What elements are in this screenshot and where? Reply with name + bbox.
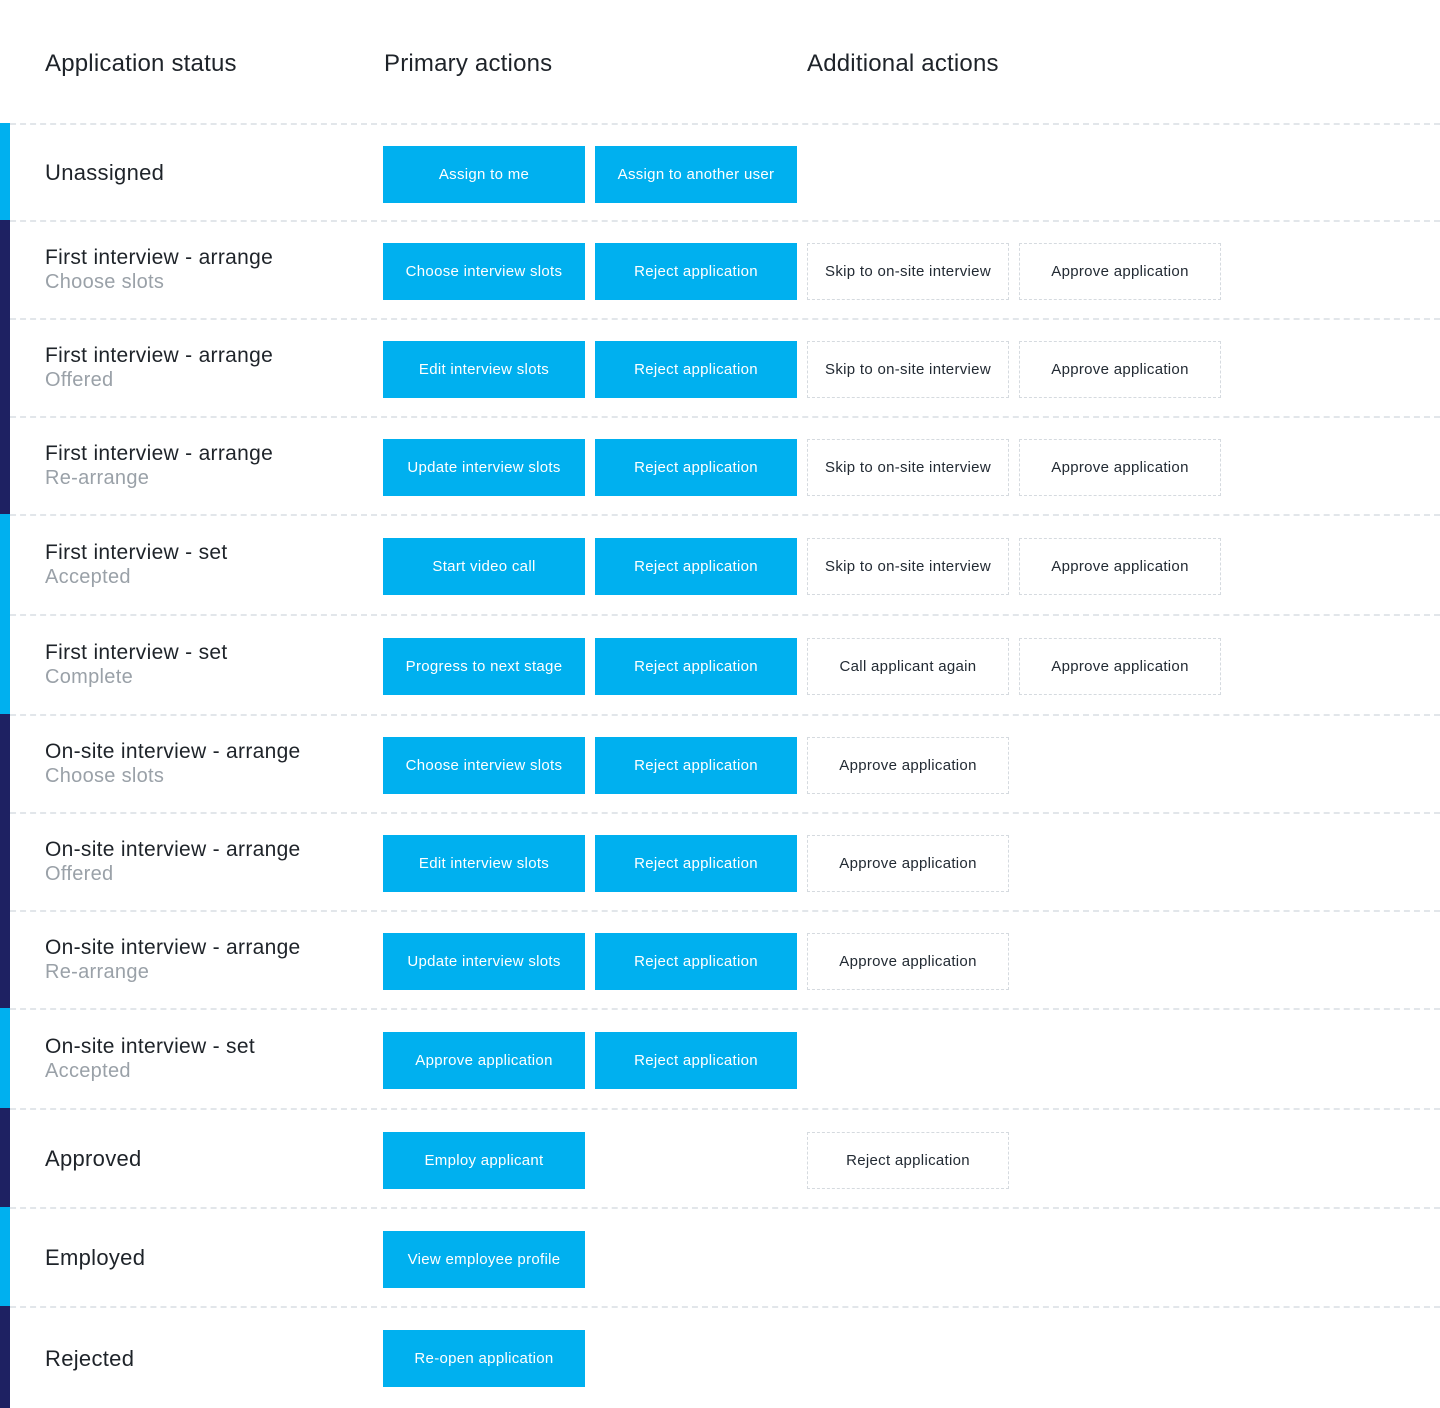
- status-row-on-site-interview-set-accepted: [0, 1008, 1440, 1108]
- status-name: First interview - set: [45, 641, 228, 664]
- re-open-application-button[interactable]: Re-open application: [383, 1330, 585, 1387]
- status-substage: Offered: [45, 369, 114, 391]
- approve-application-button[interactable]: Approve application: [807, 737, 1009, 794]
- choose-interview-slots-button[interactable]: Choose interview slots: [383, 737, 585, 794]
- employ-applicant-button[interactable]: Employ applicant: [383, 1132, 585, 1189]
- column-header-additional-actions: Additional actions: [807, 50, 999, 77]
- assign-to-me-button[interactable]: Assign to me: [383, 146, 585, 203]
- reject-application-button[interactable]: Reject application: [595, 737, 797, 794]
- view-employee-profile-button[interactable]: View employee profile: [383, 1231, 585, 1288]
- reject-application-button[interactable]: Reject application: [595, 835, 797, 892]
- approve-application-button[interactable]: Approve application: [1019, 538, 1221, 595]
- status-label: [45, 516, 228, 614]
- reject-application-button[interactable]: Reject application: [595, 933, 797, 990]
- status-accent-bar: [0, 1008, 10, 1108]
- status-name: On-site interview - arrange: [45, 740, 301, 763]
- status-accent-bar: [0, 123, 10, 220]
- status-row-first-interview-arrange-re-arrange: [0, 416, 1440, 514]
- status-label: [45, 1308, 134, 1408]
- reject-application-button[interactable]: Reject application: [595, 341, 797, 398]
- approve-application-button[interactable]: Approve application: [1019, 243, 1221, 300]
- status-row-on-site-interview-arrange-offered: [0, 812, 1440, 910]
- status-label: [45, 1010, 255, 1108]
- status-name: First interview - arrange: [45, 246, 274, 269]
- status-accent-bar: [0, 1108, 10, 1207]
- status-label: [45, 418, 273, 514]
- status-row-employed: [0, 1207, 1440, 1306]
- reject-application-button[interactable]: Reject application: [595, 1032, 797, 1089]
- status-label: [45, 1209, 145, 1306]
- status-name: First interview - arrange: [45, 344, 274, 367]
- reject-application-button[interactable]: Reject application: [807, 1132, 1009, 1189]
- assign-to-another-user-button[interactable]: Assign to another user: [595, 146, 797, 203]
- reject-application-button[interactable]: Reject application: [595, 243, 797, 300]
- approve-application-button[interactable]: Approve application: [1019, 638, 1221, 695]
- status-row-on-site-interview-arrange-re-arrange: [0, 910, 1440, 1008]
- status-row-first-interview-set-complete: [0, 614, 1440, 714]
- status-substage: Complete: [45, 666, 133, 688]
- status-substage: Offered: [45, 863, 114, 885]
- status-label: [45, 1110, 142, 1207]
- update-interview-slots-button[interactable]: Update interview slots: [383, 439, 585, 496]
- status-name: First interview - arrange: [45, 442, 274, 465]
- reject-application-button[interactable]: Reject application: [595, 638, 797, 695]
- status-accent-bar: [0, 318, 10, 416]
- table-header: [0, 0, 1440, 124]
- status-accent-bar: [0, 1306, 10, 1408]
- status-accent-bar: [0, 1207, 10, 1306]
- status-label: [45, 616, 228, 714]
- status-name: On-site interview - arrange: [45, 838, 301, 861]
- skip-to-on-site-interview-button[interactable]: Skip to on-site interview: [807, 243, 1009, 300]
- status-substage: Re-arrange: [45, 961, 150, 983]
- status-label: [45, 814, 301, 910]
- status-accent-bar: [0, 514, 10, 614]
- column-header-status: Application status: [45, 50, 237, 77]
- status-accent-bar: [0, 614, 10, 714]
- column-header-primary-actions: Primary actions: [384, 50, 553, 77]
- status-name: On-site interview - arrange: [45, 936, 301, 959]
- status-name: Unassigned: [45, 160, 165, 185]
- status-row-first-interview-arrange-offered: [0, 318, 1440, 416]
- approve-application-button[interactable]: Approve application: [1019, 341, 1221, 398]
- status-accent-bar: [0, 910, 10, 1008]
- status-accent-bar: [0, 812, 10, 910]
- status-name: On-site interview - set: [45, 1035, 255, 1058]
- status-label: [45, 716, 301, 812]
- approve-application-button[interactable]: Approve application: [1019, 439, 1221, 496]
- status-row-first-interview-set-accepted: [0, 514, 1440, 614]
- status-row-first-interview-arrange-choose-slots: [0, 220, 1440, 318]
- approve-application-button[interactable]: Approve application: [383, 1032, 585, 1089]
- reject-application-button[interactable]: Reject application: [595, 538, 797, 595]
- skip-to-on-site-interview-button[interactable]: Skip to on-site interview: [807, 538, 1009, 595]
- status-substage: Accepted: [45, 566, 131, 588]
- status-substage: Accepted: [45, 1060, 131, 1082]
- status-accent-bar: [0, 416, 10, 514]
- approve-application-button[interactable]: Approve application: [807, 933, 1009, 990]
- status-substage: Choose slots: [45, 271, 165, 293]
- status-accent-bar: [0, 220, 10, 318]
- edit-interview-slots-button[interactable]: Edit interview slots: [383, 341, 585, 398]
- choose-interview-slots-button[interactable]: Choose interview slots: [383, 243, 585, 300]
- status-accent-bar: [0, 714, 10, 812]
- status-substage: Re-arrange: [45, 467, 150, 489]
- status-substage: Choose slots: [45, 765, 165, 787]
- progress-to-next-stage-button[interactable]: Progress to next stage: [383, 638, 585, 695]
- reject-application-button[interactable]: Reject application: [595, 439, 797, 496]
- status-label: [45, 912, 301, 1008]
- status-row-rejected: [0, 1306, 1440, 1408]
- status-name: First interview - set: [45, 541, 228, 564]
- status-name: Employed: [45, 1245, 146, 1270]
- start-video-call-button[interactable]: Start video call: [383, 538, 585, 595]
- status-name: Approved: [45, 1146, 142, 1171]
- status-label: [45, 320, 273, 416]
- status-row-on-site-interview-arrange-choose-slots: [0, 714, 1440, 812]
- status-row-unassigned: [0, 123, 1440, 220]
- skip-to-on-site-interview-button[interactable]: Skip to on-site interview: [807, 439, 1009, 496]
- status-label: [45, 125, 164, 220]
- skip-to-on-site-interview-button[interactable]: Skip to on-site interview: [807, 341, 1009, 398]
- edit-interview-slots-button[interactable]: Edit interview slots: [383, 835, 585, 892]
- call-applicant-again-button[interactable]: Call applicant again: [807, 638, 1009, 695]
- update-interview-slots-button[interactable]: Update interview slots: [383, 933, 585, 990]
- status-name: Rejected: [45, 1345, 135, 1371]
- status-label: [45, 222, 273, 318]
- status-row-approved: [0, 1108, 1440, 1207]
- approve-application-button[interactable]: Approve application: [807, 835, 1009, 892]
